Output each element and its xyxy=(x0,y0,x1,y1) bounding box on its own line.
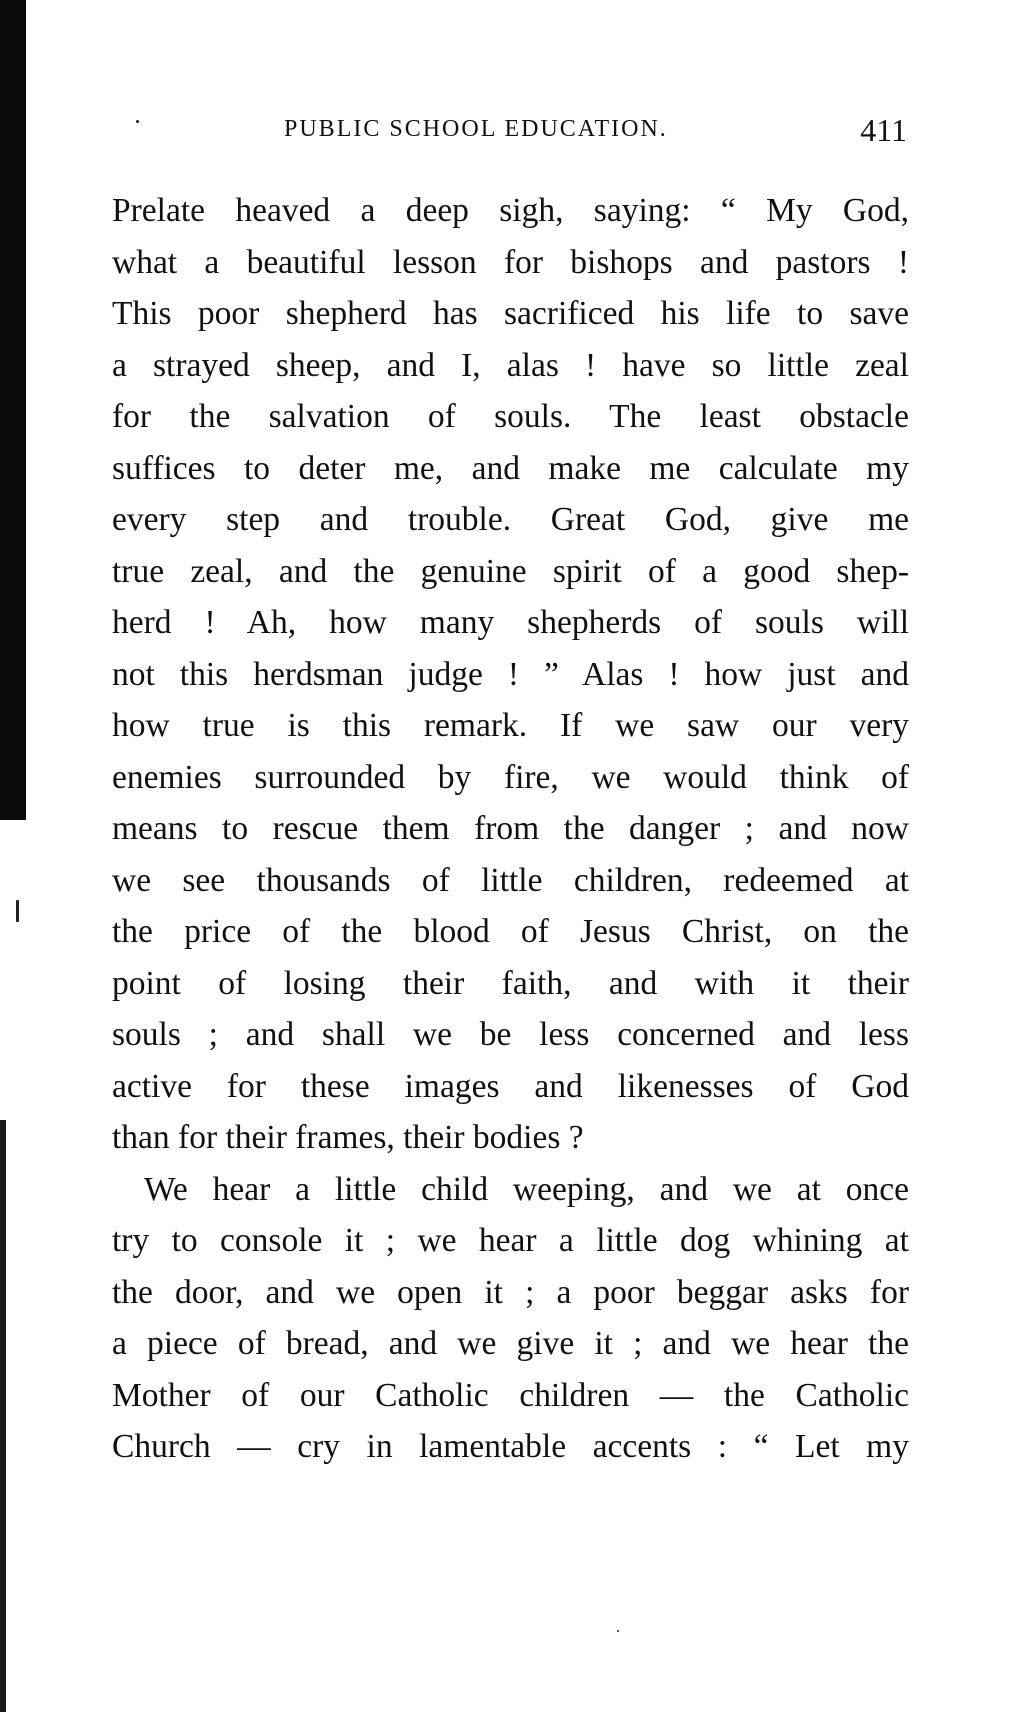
text-line: we see thousands of little children, redeemed at xyxy=(112,861,909,899)
page-number: 411 xyxy=(860,112,907,148)
paragraph xyxy=(112,1164,909,1473)
running-head xyxy=(112,112,907,152)
text-line: a strayed sheep, and I, alas ! have so little zeal xyxy=(112,346,909,384)
text-line: point of losing their faith, and with it their xyxy=(112,964,909,1002)
text-line: Mother of our Catholic children — the Catholic xyxy=(112,1376,909,1414)
text-line: means to rescue them from the danger ; and now xyxy=(112,810,909,847)
text-line: souls ; and shall we be less concerned and less xyxy=(112,1016,909,1053)
text-line: not this herdsman judge ! ” Alas ! how just and xyxy=(112,655,909,693)
text-line: Church — cry in lamentable accents : “ Let my xyxy=(112,1428,909,1465)
scan-left-edge-shadow xyxy=(0,0,26,820)
text-line: the door, and we open it ; a poor beggar asks for xyxy=(112,1273,909,1311)
text-line: the price of the blood of Jesus Christ, on the xyxy=(112,913,909,950)
text-line: active for these images and likenesses of God xyxy=(112,1067,909,1105)
paragraph xyxy=(112,185,909,1164)
text-line: We hear a little child weeping, and we at once xyxy=(144,1170,909,1208)
text-line: true zeal, and the genuine spirit of a good shep- xyxy=(112,552,909,590)
text-line: for the salvation of souls. The least obstacle xyxy=(112,398,909,435)
body-text xyxy=(112,185,909,1473)
text-line: suffices to deter me, and make me calculate my xyxy=(112,449,909,487)
text-line: enemies surrounded by fire, we would think of xyxy=(112,758,909,796)
scan-speck xyxy=(16,900,19,922)
scan-speck xyxy=(617,1630,619,1632)
running-title: PUBLIC SCHOOL EDUCATION. xyxy=(284,116,668,142)
text-line: herd ! Ah, how many shepherds of souls will xyxy=(112,604,909,641)
text-line: Prelate heaved a deep sigh, saying: “ My God, xyxy=(112,192,909,229)
text-line: how true is this remark. If we saw our very xyxy=(112,707,909,744)
text-line: than for their frames, their bodies ? xyxy=(112,1119,584,1156)
text-line: what a beautiful lesson for bishops and pastors ! xyxy=(112,243,909,281)
text-line: This poor shepherd has sacrificed his life to save xyxy=(112,295,909,332)
text-line: try to console it ; we hear a little dog whining at xyxy=(112,1222,909,1259)
scan-left-edge-line xyxy=(0,1120,6,1712)
text-line: a piece of bread, and we give it ; and we hear the xyxy=(112,1325,909,1362)
text-line: every step and trouble. Great God, give me xyxy=(112,501,909,538)
